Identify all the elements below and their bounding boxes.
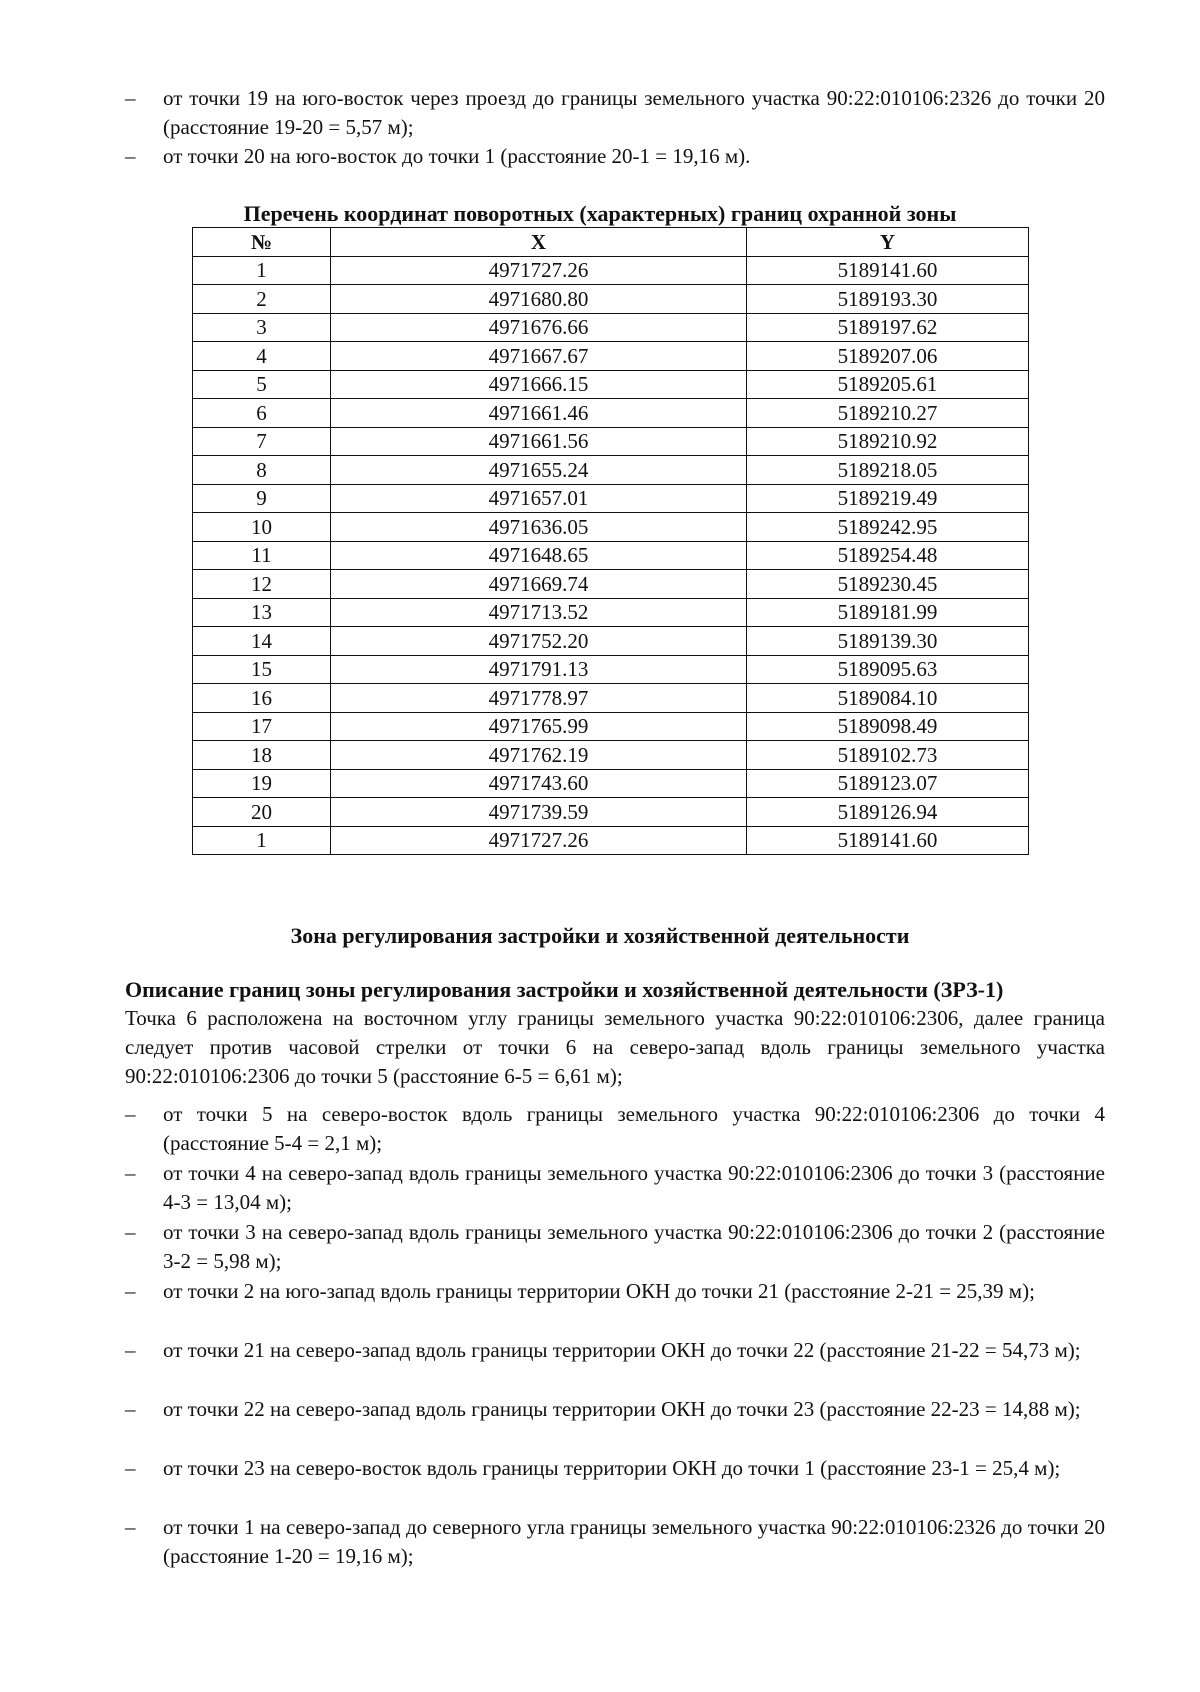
cell-y: 5189210.92 <box>747 427 1029 456</box>
cell-x: 4971727.26 <box>331 256 747 285</box>
cell-number: 11 <box>193 541 331 570</box>
list-item <box>125 84 1105 142</box>
cell-number: 1 <box>193 256 331 285</box>
list-item <box>125 1513 1105 1571</box>
table-row <box>193 285 1029 314</box>
cell-y: 5189242.95 <box>747 513 1029 542</box>
cell-number: 3 <box>193 313 331 342</box>
cell-y: 5189126.94 <box>747 798 1029 827</box>
cell-number: 4 <box>193 342 331 371</box>
list-item-text: от точки 2 на юго-запад вдоль границы территории ОКН до точки 21 (расстояние 2-21 = 25,39 м); <box>163 1279 1035 1303</box>
cell-number: 9 <box>193 484 331 513</box>
list-item-text: от точки 23 на северо-восток вдоль границы территории ОКН до точки 1 (расстояние 23-1 = 25,4 м); <box>163 1456 1061 1480</box>
cell-number: 15 <box>193 655 331 684</box>
cell-x: 4971713.52 <box>331 598 747 627</box>
cell-number: 2 <box>193 285 331 314</box>
table-row <box>193 484 1029 513</box>
cell-x: 4971727.26 <box>331 826 747 855</box>
table-row <box>193 456 1029 485</box>
list-item-text: от точки 5 на северо-восток вдоль границы земельного участка 90:22:010106:2306 до точки 4 (расстояние 5-4 = 2,1 м); <box>163 1102 1105 1155</box>
list-item <box>125 1395 1105 1424</box>
cell-y: 5189207.06 <box>747 342 1029 371</box>
cell-x: 4971661.46 <box>331 399 747 428</box>
cell-number: 18 <box>193 741 331 770</box>
cell-y: 5189181.99 <box>747 598 1029 627</box>
column-header-y: Y <box>747 228 1029 257</box>
list-item-text: от точки 21 на северо-запад вдоль границы территории ОКН до точки 22 (расстояние 21-22 = 54,73 м); <box>163 1338 1081 1362</box>
cell-number: 7 <box>193 427 331 456</box>
cell-x: 4971743.60 <box>331 769 747 798</box>
intro-paragraph: Точка 6 расположена на восточном углу границы земельного участка 90:22:010106:2306, далее граница следует против часовой стрелки от точки 6 на северо-запад вдоль границы земельного участка 90:22:010106:2306 до точки 5 (расстояние 6-5 = 6,61 м); <box>125 1006 1105 1088</box>
table-row <box>193 570 1029 599</box>
cell-y: 5189193.30 <box>747 285 1029 314</box>
cell-y: 5189219.49 <box>747 484 1029 513</box>
cell-x: 4971669.74 <box>331 570 747 599</box>
column-header-x: X <box>331 228 747 257</box>
cell-x: 4971657.01 <box>331 484 747 513</box>
bullet-dash: – <box>125 144 136 168</box>
bullet-dash: – <box>125 1515 136 1539</box>
cell-x: 4971778.97 <box>331 684 747 713</box>
list-item <box>125 1159 1105 1217</box>
bullet-dash: – <box>125 1161 136 1185</box>
cell-x: 4971667.67 <box>331 342 747 371</box>
coordinates-table <box>192 227 1029 855</box>
cell-number: 17 <box>193 712 331 741</box>
list-item <box>125 1100 1105 1158</box>
cell-y: 5189123.07 <box>747 769 1029 798</box>
table-row <box>193 826 1029 855</box>
table-row <box>193 370 1029 399</box>
cell-y: 5189197.62 <box>747 313 1029 342</box>
cell-number: 16 <box>193 684 331 713</box>
bullet-dash: – <box>125 1279 136 1303</box>
table-row <box>193 798 1029 827</box>
table-row <box>193 513 1029 542</box>
cell-number: 20 <box>193 798 331 827</box>
list-item <box>125 1218 1105 1276</box>
bullet-dash: – <box>125 1338 136 1362</box>
cell-number: 6 <box>193 399 331 428</box>
cell-y: 5189210.27 <box>747 399 1029 428</box>
cell-x: 4971739.59 <box>331 798 747 827</box>
bullet-dash: – <box>125 86 136 110</box>
table-row <box>193 712 1029 741</box>
cell-x: 4971765.99 <box>331 712 747 741</box>
list-item-text: от точки 19 на юго-восток через проезд до границы земельного участка 90:22:010106:2326 до точки 20 (расстояние 19-20 = 5,57 м); <box>163 86 1105 139</box>
table-row <box>193 313 1029 342</box>
table-row <box>193 256 1029 285</box>
list-item-text: от точки 4 на северо-запад вдоль границы земельного участка 90:22:010106:2306 до точки 3 (расстояние 4-3 = 13,04 м); <box>163 1161 1105 1214</box>
list-item-text: от точки 20 на юго-восток до точки 1 (расстояние 20-1 = 19,16 м). <box>163 144 751 168</box>
cell-y: 5189141.60 <box>747 256 1029 285</box>
cell-y: 5189139.30 <box>747 627 1029 656</box>
cell-x: 4971661.56 <box>331 427 747 456</box>
cell-number: 12 <box>193 570 331 599</box>
table-row <box>193 655 1029 684</box>
cell-y: 5189230.45 <box>747 570 1029 599</box>
bullet-dash: – <box>125 1220 136 1244</box>
cell-x: 4971752.20 <box>331 627 747 656</box>
cell-number: 13 <box>193 598 331 627</box>
cell-x: 4971655.24 <box>331 456 747 485</box>
column-header-number: № <box>193 228 331 257</box>
cell-y: 5189098.49 <box>747 712 1029 741</box>
cell-x: 4971648.65 <box>331 541 747 570</box>
table-header-row <box>193 228 1029 257</box>
list-item <box>125 1454 1105 1483</box>
list-item <box>125 142 1105 171</box>
cell-x: 4971636.05 <box>331 513 747 542</box>
cell-y: 5189254.48 <box>747 541 1029 570</box>
cell-number: 5 <box>193 370 331 399</box>
cell-x: 4971791.13 <box>331 655 747 684</box>
table-row <box>193 427 1029 456</box>
cell-number: 19 <box>193 769 331 798</box>
table-title: Перечень координат поворотных (характерных) границ охранной зоны <box>243 201 957 226</box>
cell-number: 1 <box>193 826 331 855</box>
list-item <box>125 1277 1105 1306</box>
bullet-dash: – <box>125 1397 136 1421</box>
table-row <box>193 741 1029 770</box>
list-item-text: от точки 1 на северо-запад до северного угла границы земельного участка 90:22:010106:2326 до точки 20 (расстояние 1-20 = 19,16 м); <box>163 1515 1105 1568</box>
cell-y: 5189102.73 <box>747 741 1029 770</box>
cell-number: 8 <box>193 456 331 485</box>
cell-x: 4971666.15 <box>331 370 747 399</box>
cell-number: 14 <box>193 627 331 656</box>
table-row <box>193 769 1029 798</box>
list-item-text: от точки 22 на северо-запад вдоль границы территории ОКН до точки 23 (расстояние 22-23 = 14,88 м); <box>163 1397 1081 1421</box>
list-item <box>125 1336 1105 1365</box>
table-row <box>193 399 1029 428</box>
table-row <box>193 541 1029 570</box>
cell-y: 5189218.05 <box>747 456 1029 485</box>
cell-y: 5189205.61 <box>747 370 1029 399</box>
cell-number: 10 <box>193 513 331 542</box>
section-title: Зона регулирования застройки и хозяйственной деятельности <box>290 923 910 948</box>
cell-x: 4971680.80 <box>331 285 747 314</box>
table-row <box>193 598 1029 627</box>
subsection-title: Описание границ зоны регулирования застройки и хозяйственной деятельности (ЗРЗ-1) <box>125 977 1004 1002</box>
cell-x: 4971762.19 <box>331 741 747 770</box>
cell-x: 4971676.66 <box>331 313 747 342</box>
cell-y: 5189141.60 <box>747 826 1029 855</box>
list-item-text: от точки 3 на северо-запад вдоль границы земельного участка 90:22:010106:2306 до точки 2 (расстояние 3-2 = 5,98 м); <box>163 1220 1105 1273</box>
table-row <box>193 627 1029 656</box>
bullet-dash: – <box>125 1102 136 1126</box>
table-row <box>193 342 1029 371</box>
bullet-dash: – <box>125 1456 136 1480</box>
cell-y: 5189095.63 <box>747 655 1029 684</box>
table-row <box>193 684 1029 713</box>
cell-y: 5189084.10 <box>747 684 1029 713</box>
